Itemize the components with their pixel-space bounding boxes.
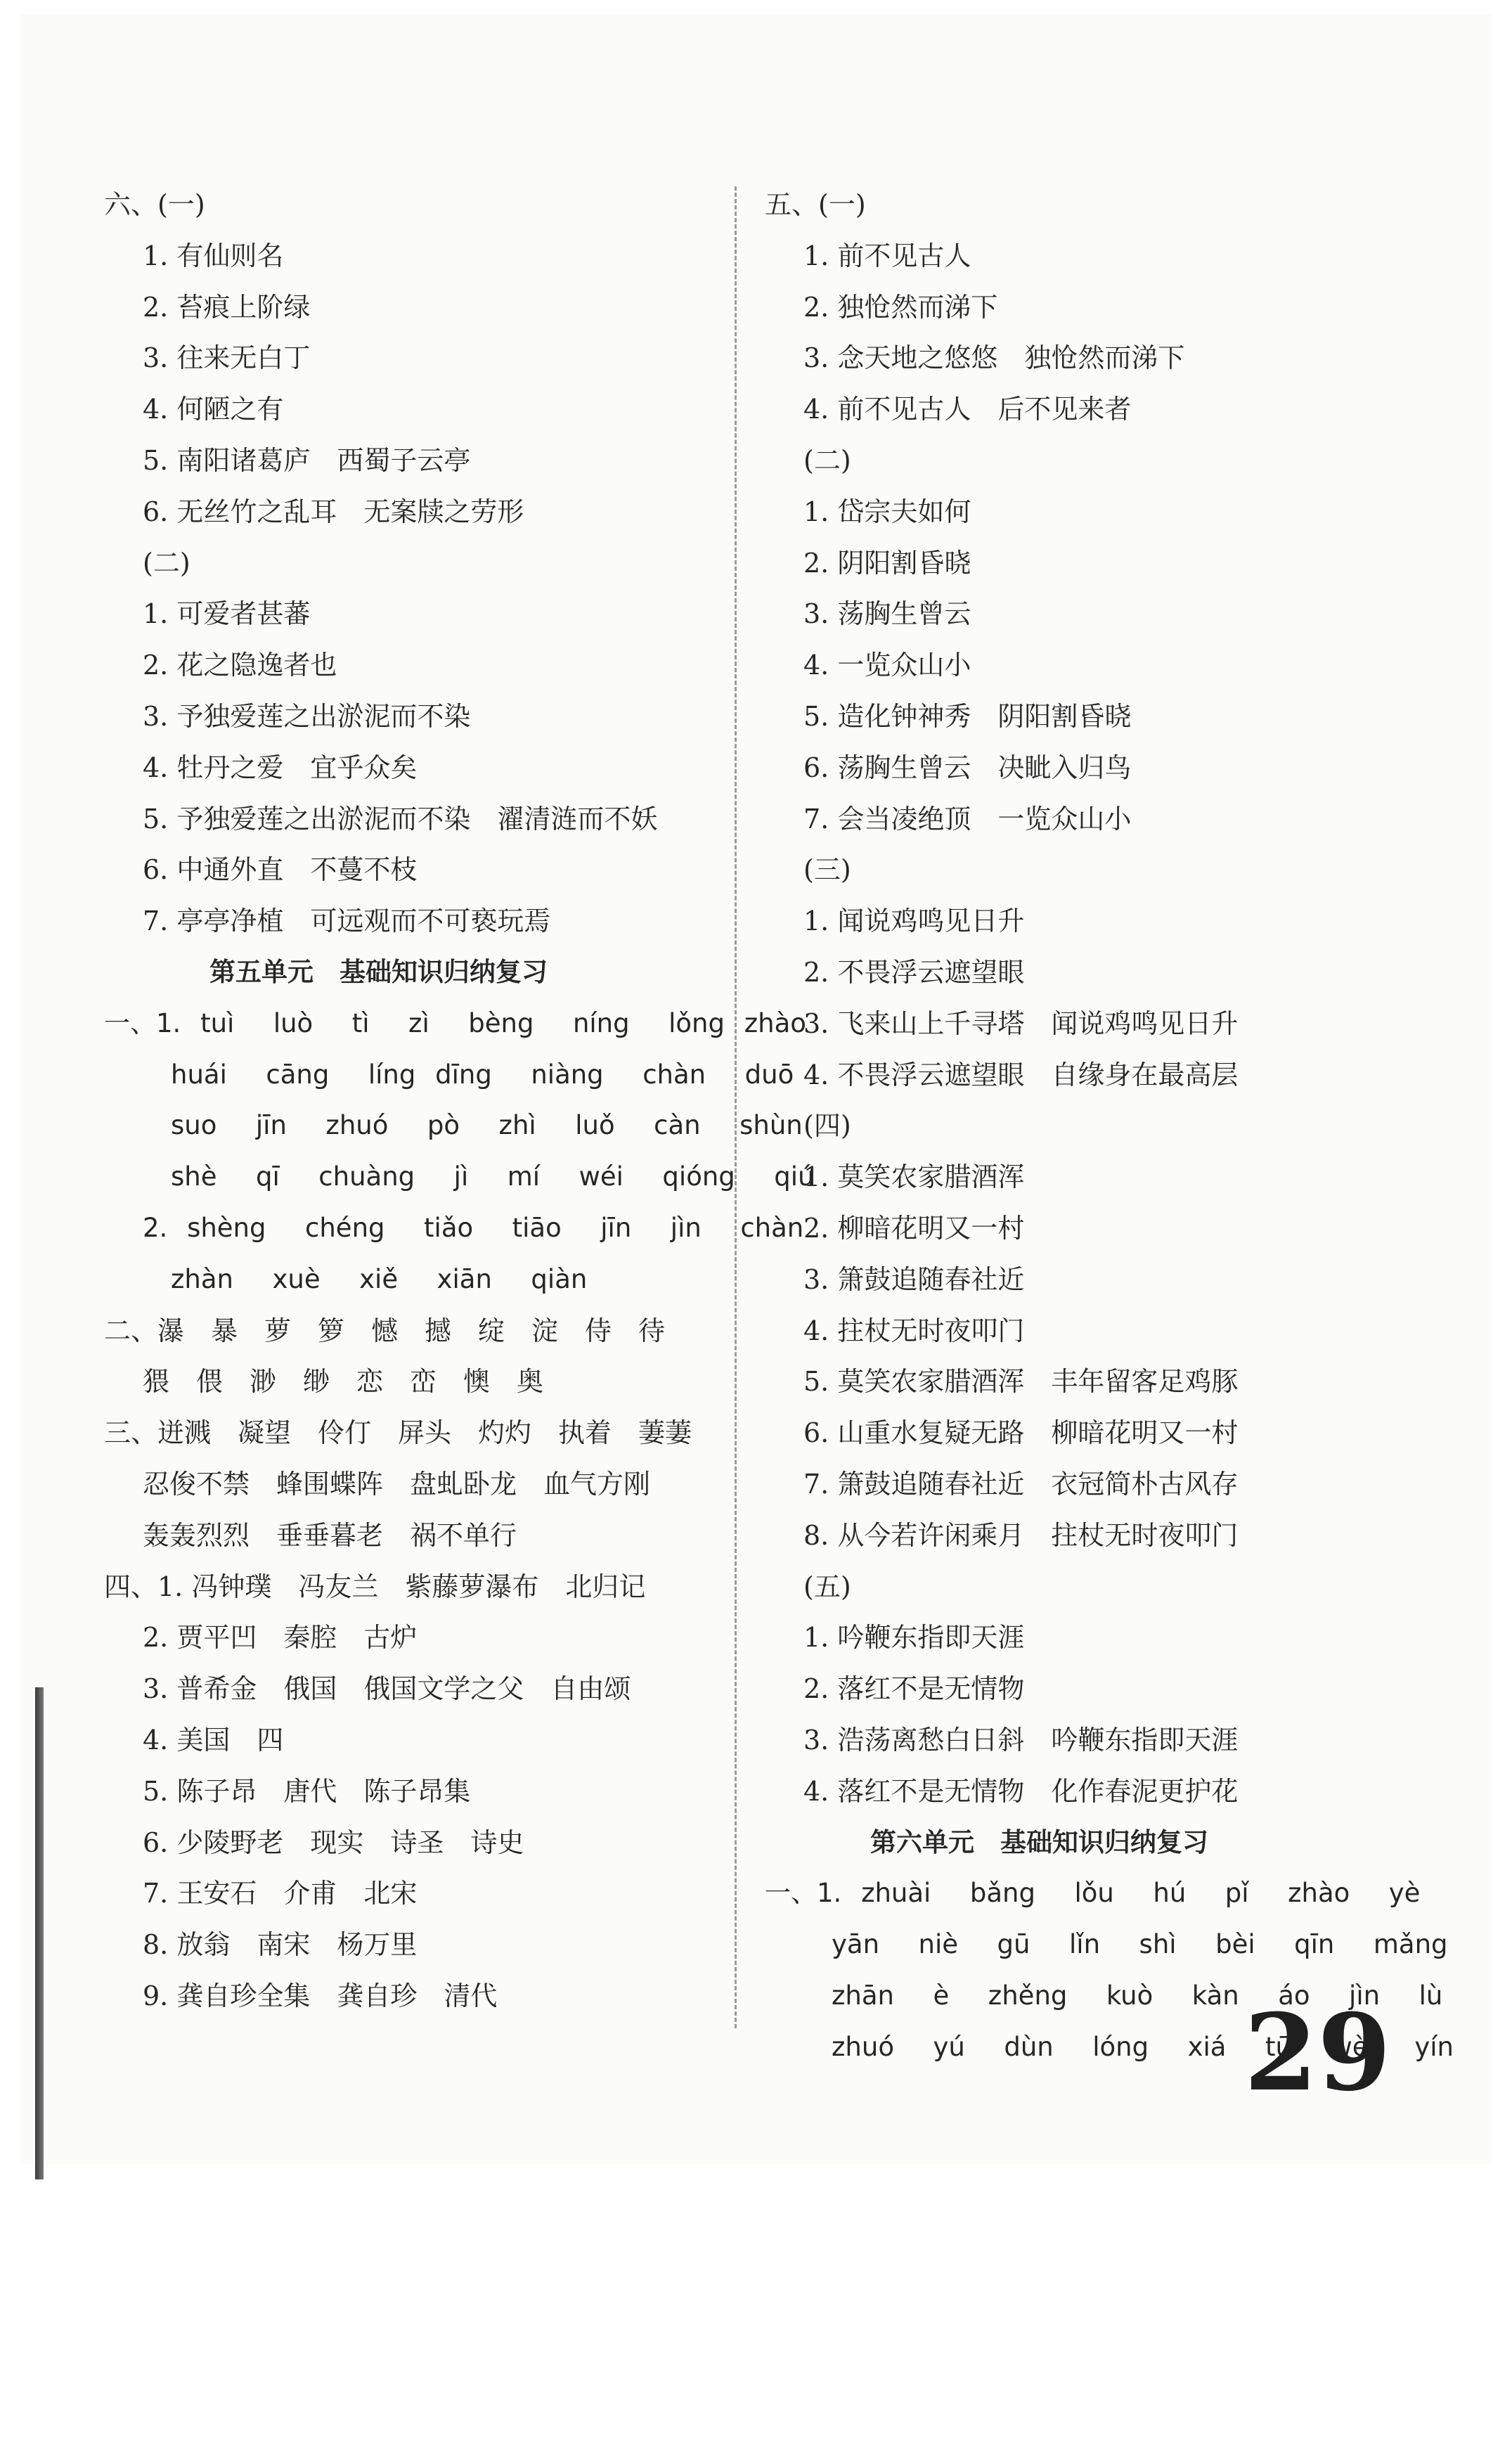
column-divider <box>735 186 737 2028</box>
answer-line: 7. 王安石 介甫 北宋 <box>143 1878 418 1909</box>
answer-line: 1. 岱宗夫如何 <box>803 496 971 527</box>
answer-line: 9. 龚自珍全集 龚自珍 清代 <box>143 1980 498 2011</box>
page-number: 29 <box>1244 1991 1391 2115</box>
answer-line: 猥 偎 渺 缈 恋 峦 懊 奥 <box>143 1366 544 1398</box>
answer-line: 2. 花之隐逸者也 <box>143 650 337 681</box>
answer-line: 4. 一览众山小 <box>803 650 971 681</box>
answer-line: (二) <box>803 444 851 476</box>
answer-line: 4. 拄杖无时夜叩门 <box>803 1315 1025 1346</box>
answer-line: zhuó yú dùn lóng xiá tū wèi yín <box>832 2031 1454 2062</box>
answer-line: 3. 浩荡离愁白日斜 吟鞭东指即天涯 <box>803 1724 1239 1756</box>
answer-line: (二) <box>143 547 190 579</box>
answer-line: 7. 箫鼓追随春社近 衣冠简朴古风存 <box>803 1468 1239 1500</box>
answer-line: 4. 美国 四 <box>143 1724 284 1756</box>
page-binding-edge <box>35 1687 44 2179</box>
answer-line: 8. 从今若许闲乘月 拄杖无时夜叩门 <box>803 1519 1239 1551</box>
answer-line: 3. 普希金 俄国 俄国文学之父 自由颂 <box>143 1673 631 1705</box>
answer-line: 4. 落红不是无情物 化作春泥更护花 <box>803 1775 1239 1807</box>
answer-line: 8. 放翁 南宋 杨万里 <box>143 1929 418 1961</box>
answer-line: 1. 有仙则名 <box>143 240 284 271</box>
answer-line: 四、1. 冯钟璞 冯友兰 紫藤萝瀑布 北归记 <box>104 1571 646 1602</box>
answer-line: huái cāng líng dīng niàng chàn duō <box>171 1059 794 1090</box>
answer-line: 4. 牡丹之爱 宜乎众矣 <box>143 752 418 783</box>
answer-line: 2. shèng chéng tiǎo tiāo jīn jìn chàn <box>143 1212 804 1243</box>
answer-line: zhàn xuè xiě xiān qiàn <box>171 1263 588 1294</box>
answer-line: 1. 吟鞭东指即天涯 <box>803 1622 1025 1654</box>
answer-line: 1. 可爱者甚蕃 <box>143 598 311 630</box>
answer-line: 6. 山重水复疑无路 柳暗花明又一村 <box>803 1417 1239 1449</box>
answer-line: 一、1. tuì luò tì zì bèng níng lǒng zhào <box>104 1007 806 1038</box>
answer-line: 5. 造化钟神秀 阴阳割昏晓 <box>803 700 1132 732</box>
answer-line: (五) <box>803 1571 851 1602</box>
unit-title: 第五单元 基础知识归纳复习 <box>209 956 548 987</box>
answer-line: 7. 亭亭净植 可远观而不可亵玩焉 <box>143 906 551 937</box>
answer-line: (四) <box>803 1110 851 1142</box>
answer-line: 6. 少陵野老 现实 诗圣 诗史 <box>143 1827 524 1858</box>
answer-line: 4. 前不见古人 后不见来者 <box>803 394 1132 425</box>
answer-line: 5. 南阳诸葛庐 西蜀子云亭 <box>143 444 471 476</box>
answer-line: 轰轰烈烈 垂垂暮老 祸不单行 <box>143 1519 517 1551</box>
answer-line: 6. 中通外直 不蔓不枝 <box>143 854 418 886</box>
answer-line: zhān è zhěng kuò kàn áo jìn lù <box>832 1980 1443 2011</box>
answer-line: 2. 柳暗花明又一村 <box>803 1212 1025 1244</box>
answer-line: 1. 闻说鸡鸣见日升 <box>803 906 1025 937</box>
answer-line: 2. 贾平凹 秦腔 古炉 <box>143 1622 418 1654</box>
answer-line: 3. 往来无白丁 <box>143 342 311 374</box>
answer-line: 6. 无丝竹之乱耳 无案牍之劳形 <box>143 496 524 527</box>
answer-line: 5. 莫笑农家腊酒浑 丰年留客足鸡豚 <box>803 1366 1239 1398</box>
answer-line: 3. 箫鼓追随春社近 <box>803 1263 1025 1295</box>
unit-title: 第六单元 基础知识归纳复习 <box>870 1827 1208 1857</box>
answer-line: 3. 予独爱莲之出淤泥而不染 <box>143 700 471 732</box>
answer-line: 忍俊不禁 蜂围蝶阵 盘虬卧龙 血气方刚 <box>143 1468 651 1500</box>
right-column <box>765 179 1454 2073</box>
answer-line: 二、瀑 暴 萝 箩 憾 撼 绽 淀 侍 待 <box>104 1315 666 1346</box>
answer-line: 三、迸溅 凝望 伶仃 屏头 灼灼 执着 萋萋 <box>104 1417 692 1449</box>
answer-line: suo jīn zhuó pò zhì luǒ càn shùn <box>171 1110 803 1141</box>
answer-line: 3. 念天地之悠悠 独怆然而涕下 <box>803 342 1185 374</box>
answer-line: 2. 阴阳割昏晓 <box>803 547 971 579</box>
answer-line: 3. 荡胸生曾云 <box>803 598 971 630</box>
answer-line: 5. 陈子昂 唐代 陈子昂集 <box>143 1775 471 1807</box>
answer-line: yān niè gū lǐn shì bèi qīn mǎng <box>832 1929 1448 1960</box>
answer-line: 3. 飞来山上千寻塔 闻说鸡鸣见日升 <box>803 1007 1239 1039</box>
answer-line: 7. 会当凌绝顶 一览众山小 <box>803 803 1132 835</box>
answer-line: 2. 苔痕上阶绿 <box>143 291 311 323</box>
answer-line: (三) <box>803 854 851 886</box>
answer-line: 一、1. zhuài bǎng lǒu hú pǐ zhào yè <box>765 1878 1421 1909</box>
answer-line: 2. 落红不是无情物 <box>803 1673 1025 1705</box>
answer-line: 5. 予独爱莲之出淤泥而不染 濯清涟而不妖 <box>143 803 658 835</box>
answer-line: 6. 荡胸生曾云 决眦入归鸟 <box>803 752 1132 783</box>
answer-line: 4. 不畏浮云遮望眼 自缘身在最高层 <box>803 1059 1239 1090</box>
left-column <box>104 179 815 2022</box>
answer-line: 1. 莫笑农家腊酒浑 <box>803 1161 1025 1193</box>
answer-line: 2. 独怆然而涕下 <box>803 291 998 323</box>
answer-line: shè qī chuàng jì mí wéi qióng qiú <box>171 1161 815 1192</box>
answer-line: 4. 何陋之有 <box>143 394 284 425</box>
answer-line: 2. 不畏浮云遮望眼 <box>803 956 1025 988</box>
answer-line: 六、(一) <box>104 189 205 220</box>
answer-line: 1. 前不见古人 <box>803 240 971 271</box>
answer-line: 五、(一) <box>765 189 866 220</box>
